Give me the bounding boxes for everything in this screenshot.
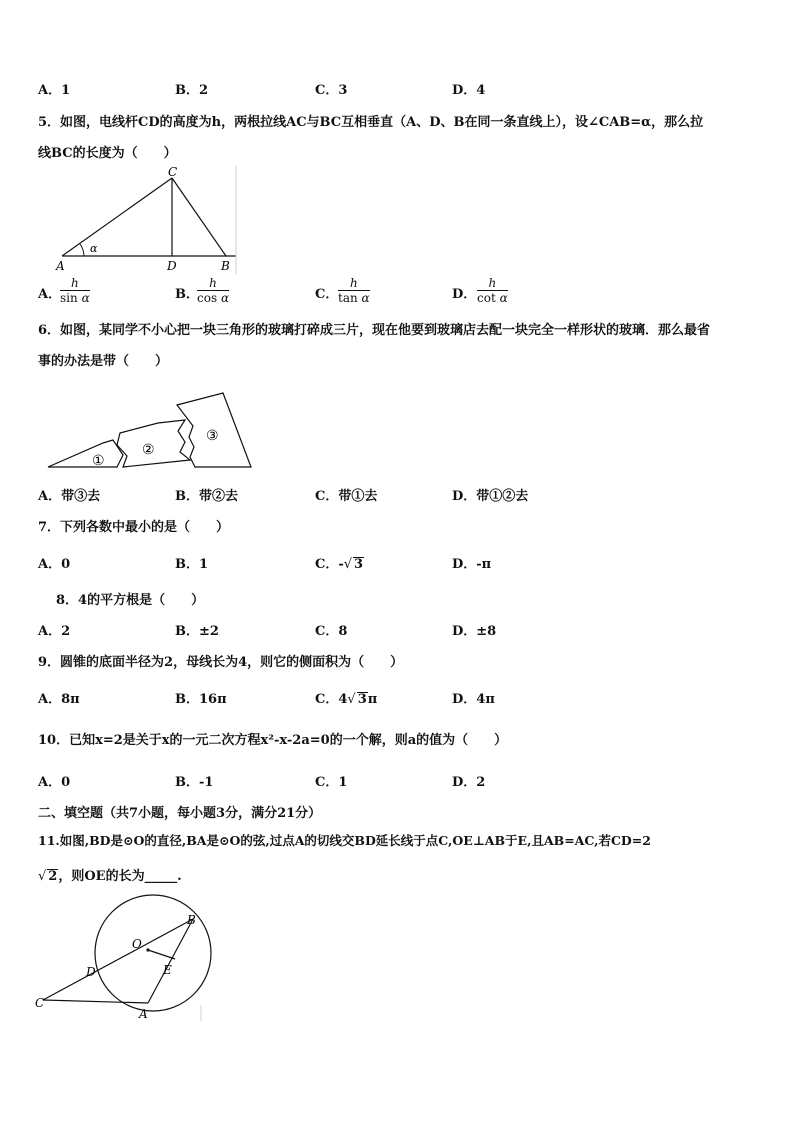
q5-option-a-fraction: $\frac{h}{\text{sin α}}$ <box>60 276 90 305</box>
q6-broken-glass-figure <box>45 390 255 472</box>
q8-stem: 8．4的平方根是（ ） <box>56 593 205 608</box>
q11-label-c: C <box>35 996 45 1010</box>
q11-label-d: D <box>86 965 96 979</box>
q11-segment-oe <box>148 950 175 959</box>
q4-option-d: D．4 <box>452 83 486 98</box>
q7-option-b: B．1 <box>175 557 209 572</box>
q5-angle-arc <box>80 244 84 256</box>
q5-stem-line2: 线BC的长度为（ ） <box>38 146 177 161</box>
q5-option-a-prefix: A． <box>38 287 62 302</box>
q5-option-d-fraction: $\frac{h}{\text{cot α}}$ <box>477 276 508 305</box>
q5-option-c-prefix: C． <box>315 287 339 302</box>
q7-option-c: C．-√ 3 <box>315 557 364 572</box>
q5-side-ac <box>62 178 172 256</box>
q5-label-c: C <box>168 165 178 179</box>
q11-stem-line2: √ 2，则OE的长为_____. <box>38 869 182 884</box>
q11-circle-figure <box>35 905 210 1023</box>
q5-side-bc <box>172 178 226 256</box>
q11-center-point <box>146 948 149 951</box>
q10-option-d: D．2 <box>452 775 486 790</box>
q4-option-b: B．2 <box>175 83 209 98</box>
q11-label-a: A <box>139 1007 148 1021</box>
q5-stem-line1: 5．如图，电线杆CD的高度为h，两根拉线AC与BC互相垂直（A、D、B在同一条直线上），设∠CAB=α，那么拉 <box>38 115 704 130</box>
section2-title: 二、填空题（共7小题，每小题3分，满分21分） <box>38 806 322 821</box>
q11-label-o: O <box>132 937 142 951</box>
q8-option-c: C．8 <box>315 624 348 639</box>
q7-option-d: D．-π <box>452 557 492 572</box>
q4-option-a: A．1 <box>38 83 71 98</box>
q5-label-alpha: α <box>90 242 98 255</box>
q8-option-b: B．±2 <box>175 624 219 639</box>
q6-stem-line2: 事的办法是带（ ） <box>38 354 169 369</box>
q6-label-1: ① <box>92 453 105 469</box>
q6-option-a: A．带③去 <box>38 489 101 504</box>
q5-option-b-fraction: $\frac{h}{\text{cos α}}$ <box>197 276 230 305</box>
q8-option-d: D．±8 <box>452 624 497 639</box>
q10-option-a: A．0 <box>38 775 71 790</box>
q6-label-3: ③ <box>206 428 219 444</box>
q7-stem: 7．下列各数中最小的是（ ） <box>38 520 230 535</box>
q6-label-2: ② <box>142 442 155 458</box>
q11-label-b: B <box>187 913 196 927</box>
q5-option-c-fraction: $\frac{h}{\text{tan α}}$ <box>338 276 370 305</box>
q5-label-a: A <box>56 259 65 273</box>
q10-stem: 10．已知x=2是关于x的一元二次方程x²-x-2a=0的一个解，则a的值为（ ） <box>38 733 508 748</box>
q5-label-b: B <box>221 259 230 273</box>
q4-option-c: C．3 <box>315 83 348 98</box>
q11-label-e: E <box>163 963 172 977</box>
q5-option-d-prefix: D． <box>452 287 477 302</box>
q9-option-a: A．8π <box>38 692 80 707</box>
q5-label-d: D <box>167 259 177 273</box>
q5-option-b-prefix: B． <box>175 287 199 302</box>
q10-option-c: C．1 <box>315 775 348 790</box>
q9-stem: 9．圆锥的底面半径为2，母线长为4，则它的侧面积为（ ） <box>38 655 404 670</box>
q10-option-b: B．-1 <box>175 775 214 790</box>
q6-stem-line1: 6．如图，某同学不小心把一块三角形的玻璃打碎成三片，现在他要到玻璃店去配一块完全一样形状的玻璃．那么最省 <box>38 323 711 338</box>
q11-stem-line1: 11.如图,BD是⊙O的直径,BA是⊙O的弦,过点A的切线交BD延长线于点C,OE⊥AB于E,且AB=AC,若CD=2 <box>38 833 651 848</box>
q6-option-b: B．带②去 <box>175 489 238 504</box>
q6-option-c: C．带①去 <box>315 489 378 504</box>
q8-option-a: A．2 <box>38 624 71 639</box>
q9-option-b: B．16π <box>175 692 227 707</box>
q9-option-c: C．4√ 3π <box>315 692 378 707</box>
q11-tangent-ca <box>43 1000 148 1003</box>
q7-option-a: A．0 <box>38 557 71 572</box>
q6-option-d: D．带①②去 <box>452 489 529 504</box>
q5-triangle-figure <box>50 162 250 277</box>
q9-option-d: D．4π <box>452 692 495 707</box>
q6-piece-1 <box>48 440 123 467</box>
q11-line-cb <box>43 919 193 1000</box>
